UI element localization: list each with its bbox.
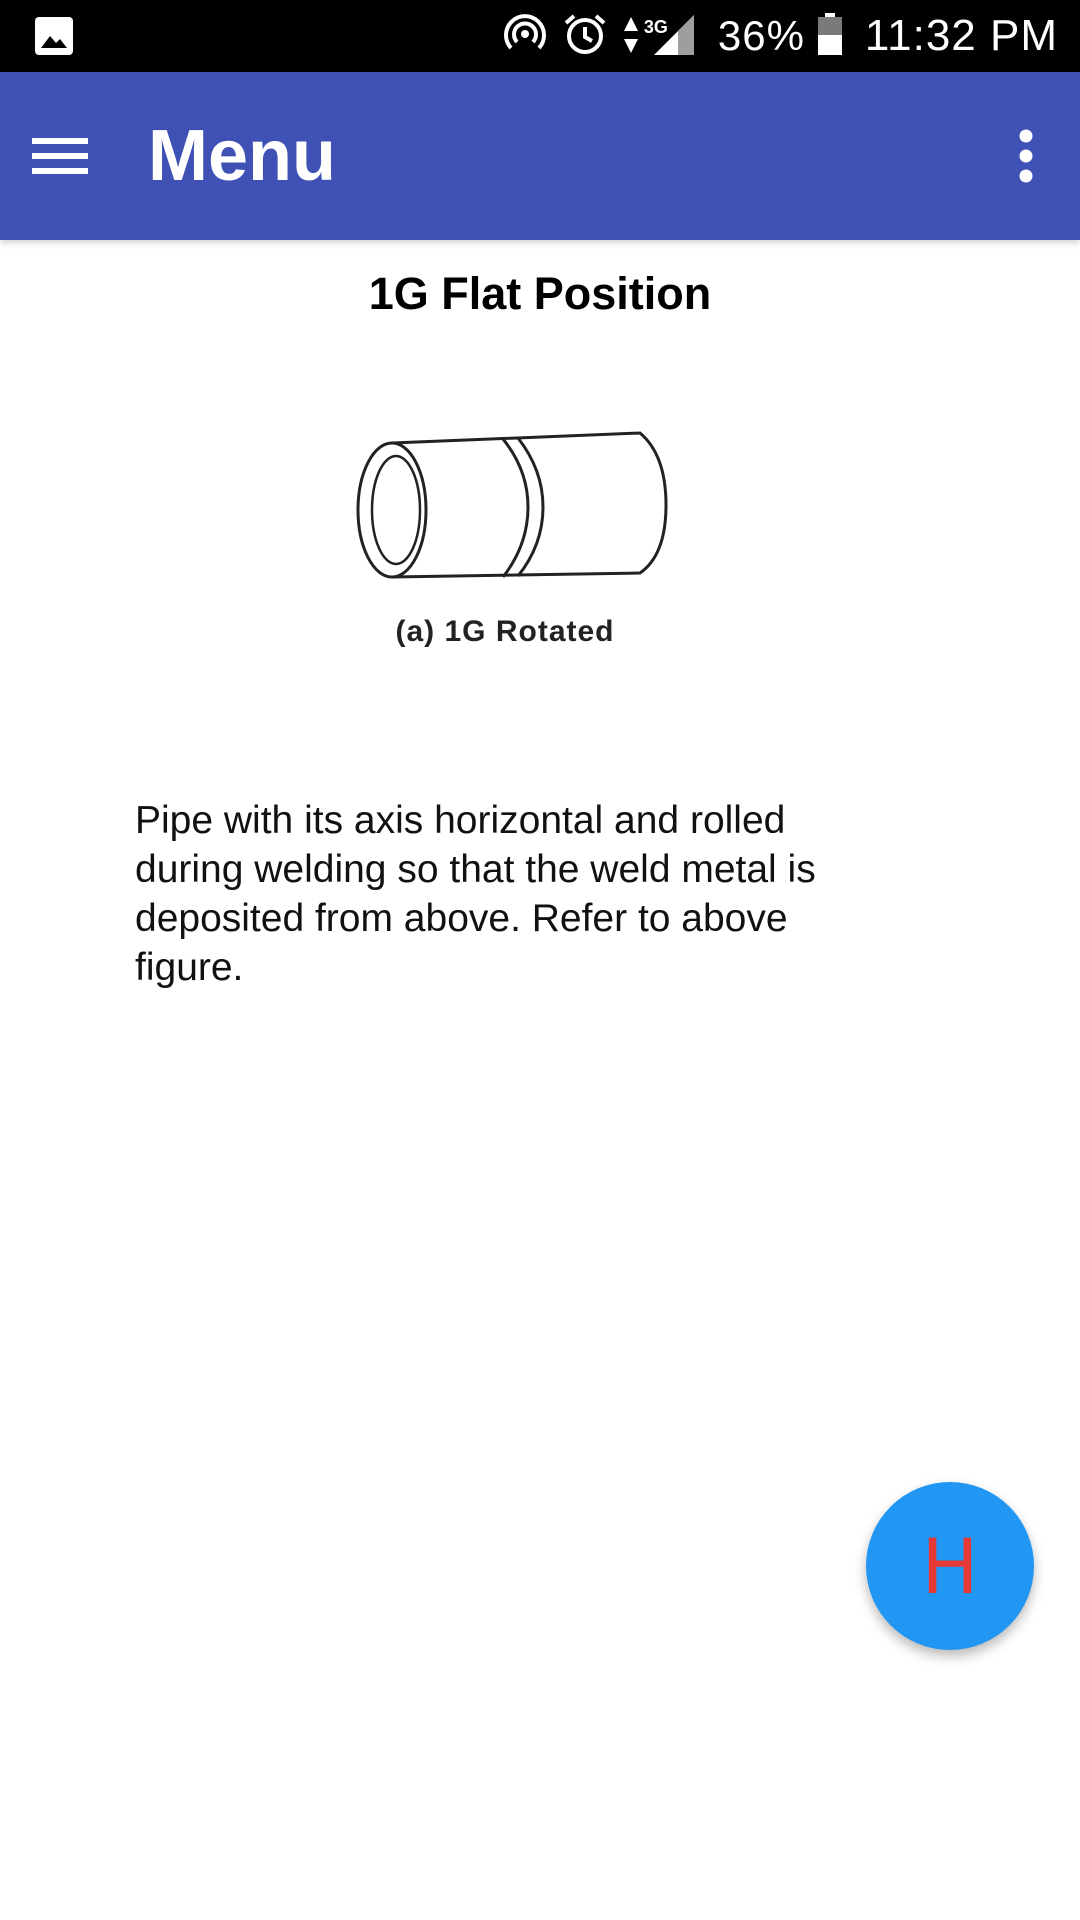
- hamburger-menu-icon: [30, 134, 90, 178]
- pipe-illustration: [340, 395, 670, 605]
- page-heading: 1G Flat Position: [368, 268, 712, 319]
- status-bar: [0, 0, 1080, 72]
- alarm-icon: [562, 11, 608, 62]
- pipe-figure: [340, 395, 670, 665]
- clock: 11:32 PM: [864, 11, 1058, 60]
- data-arrows-icon: [622, 11, 640, 62]
- status-icons: [502, 0, 1058, 72]
- overflow-menu-icon: [1016, 128, 1036, 184]
- battery-percent: 36%: [717, 12, 805, 59]
- figure-caption: (a) 1G Rotated: [395, 615, 615, 648]
- hotspot-icon: [502, 11, 548, 62]
- app-title: Menu: [148, 116, 336, 196]
- signal-icon: [642, 9, 698, 64]
- app-bar: [0, 72, 1080, 240]
- battery-icon: [817, 11, 843, 62]
- floating-action-button[interactable]: [866, 1482, 1034, 1650]
- network-type-label: 3G: [643, 16, 668, 37]
- fab-label: H: [921, 1521, 979, 1611]
- description-text: Pipe with its axis horizontal and rolled during welding so that the weld metal is deposited from above. Refer to above figure.: [135, 799, 816, 989]
- gallery-icon: [34, 16, 74, 56]
- hamburger-menu-button[interactable]: [24, 120, 96, 192]
- overflow-menu-button[interactable]: [990, 120, 1062, 192]
